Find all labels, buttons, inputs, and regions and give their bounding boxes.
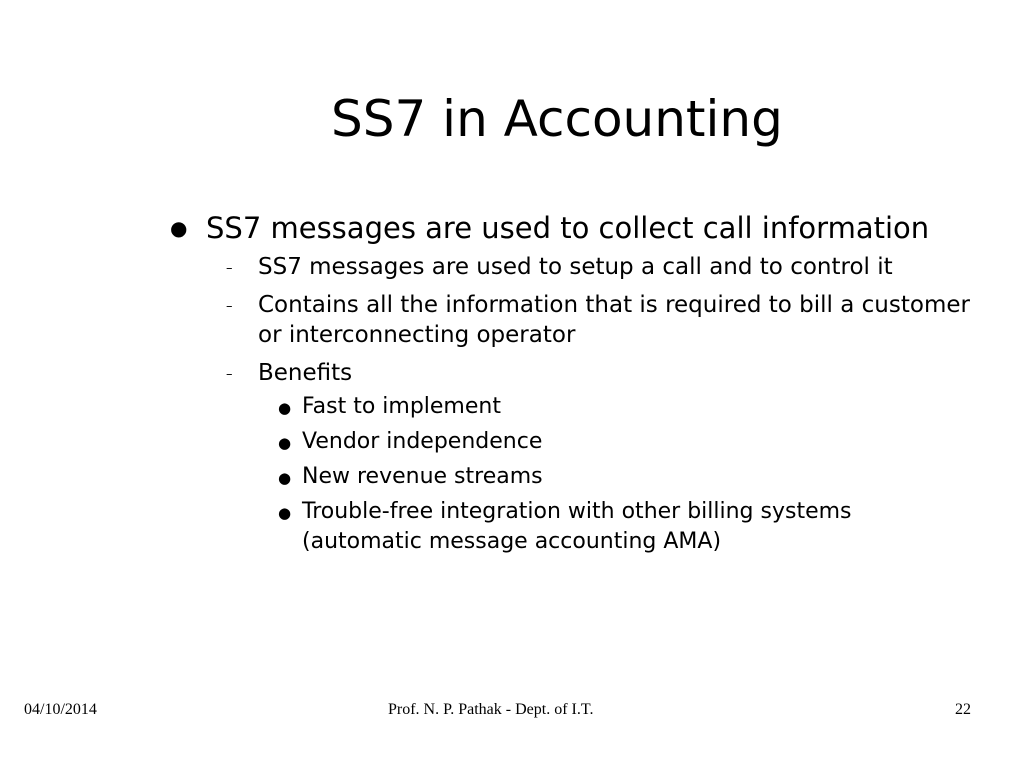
- benefit-text: Vendor independence: [302, 429, 543, 454]
- benefit-text: Trouble-free integration with other billing systems (automatic message accounting AMA): [302, 499, 852, 554]
- bullet-marker-icon: ●: [278, 434, 292, 452]
- bullet-marker-icon: ●: [278, 504, 292, 522]
- sub-bullet-list: [206, 252, 970, 557]
- dash-marker-icon: –: [226, 299, 233, 314]
- footer-page-number: 22: [955, 701, 971, 718]
- sub-bullet-item: [214, 290, 970, 350]
- bullet-marker-icon: ●: [278, 399, 292, 417]
- benefit-text: New revenue streams: [302, 464, 543, 489]
- sub-bullet-item: [214, 252, 970, 282]
- benefits-list: [258, 392, 970, 557]
- bullet-marker-icon: ●: [278, 469, 292, 487]
- sub-bullet-text: Benefits: [258, 360, 353, 386]
- bullet-list: [170, 210, 970, 565]
- benefit-item: [258, 497, 970, 557]
- sub-bullet-text: SS7 messages are used to setup a call and to control it: [258, 254, 893, 280]
- sub-bullet-item: [214, 358, 970, 557]
- benefit-item: [258, 427, 970, 457]
- benefit-item: [258, 462, 970, 492]
- sub-bullet-text: Contains all the information that is required to bill a customer or interconnecting operator: [258, 292, 970, 348]
- bullet-marker-icon: ●: [170, 216, 188, 240]
- bullet-text: SS7 messages are used to collect call information: [206, 211, 930, 245]
- benefit-item: [258, 392, 970, 422]
- footer-author: Prof. N. P. Pathak - Dept. of I.T.: [388, 701, 594, 718]
- bullet-item: [170, 210, 970, 557]
- dash-marker-icon: –: [226, 261, 233, 276]
- slide-title: SS7 in Accounting: [331, 90, 783, 148]
- benefit-text: Fast to implement: [302, 394, 501, 419]
- footer-date: 04/10/2014: [24, 701, 97, 718]
- dash-marker-icon: –: [226, 367, 233, 382]
